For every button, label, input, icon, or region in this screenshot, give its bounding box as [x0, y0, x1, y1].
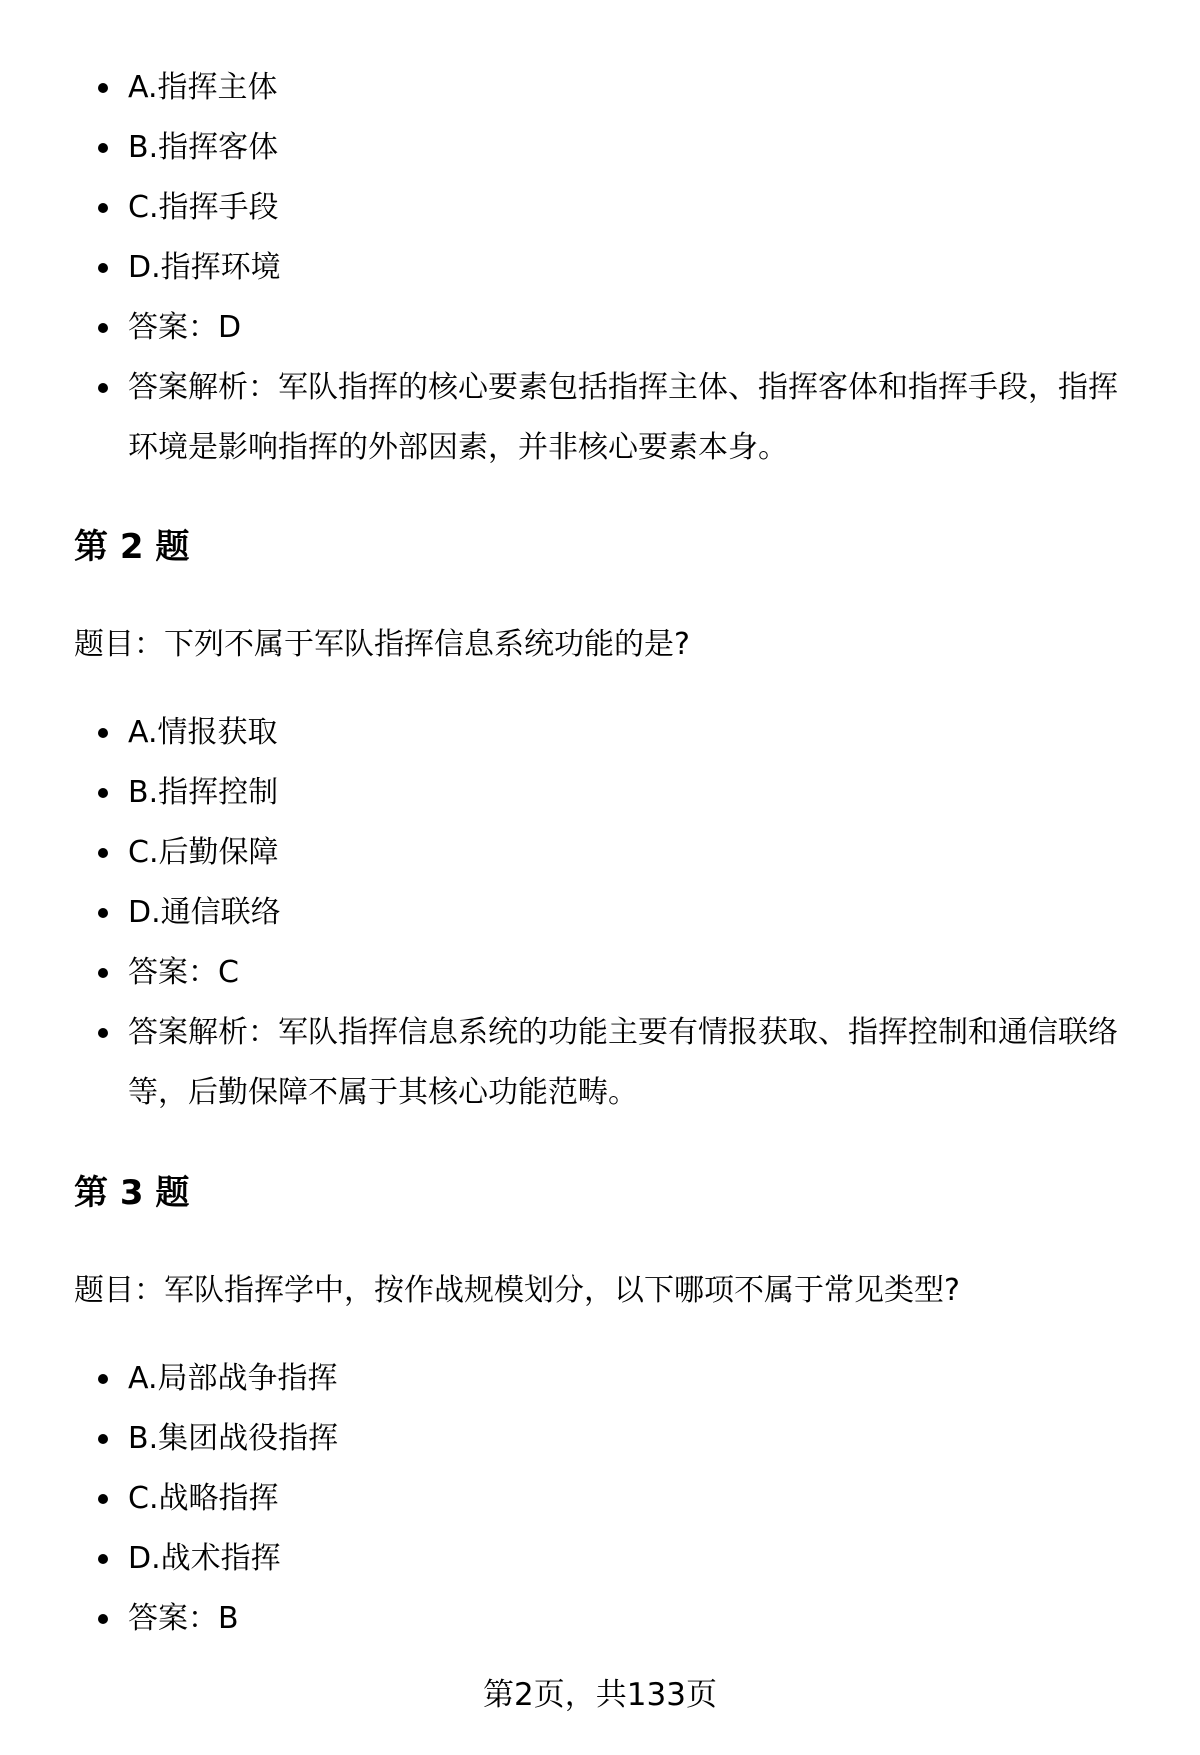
list-item	[0, 1589, 1200, 1649]
list-item	[0, 1529, 1200, 1589]
q3-question: 题目：军队指挥学中，按作战规模划分，以下哪项不属于常见类型?	[74, 1273, 960, 1308]
q1-option-b: B.指挥客体	[128, 130, 279, 165]
list-item	[0, 238, 1200, 298]
q2-option-a: A.情报获取	[128, 715, 278, 750]
bullet-icon	[98, 383, 108, 393]
q2-answer: 答案：C	[128, 955, 239, 990]
list-item	[0, 883, 1200, 943]
q1-option-list	[0, 58, 1200, 478]
q2-question: 题目：下列不属于军队指挥信息系统功能的是?	[74, 627, 690, 662]
list-item	[0, 823, 1200, 883]
list-item	[0, 1349, 1200, 1409]
bullet-icon	[98, 1614, 108, 1624]
q1-option-c: C.指挥手段	[128, 190, 279, 225]
bullet-icon	[98, 263, 108, 273]
q3-option-list	[0, 1349, 1200, 1649]
list-item	[0, 1409, 1200, 1469]
q2-option-c: C.后勤保障	[128, 835, 279, 870]
bullet-icon	[98, 1554, 108, 1564]
q3-option-d: D.战术指挥	[128, 1541, 281, 1576]
list-item	[0, 298, 1200, 358]
bullet-icon	[98, 1434, 108, 1444]
q2-option-list	[0, 703, 1200, 1123]
q2-option-d: D.通信联络	[128, 895, 281, 930]
bullet-icon	[98, 908, 108, 918]
list-item	[0, 763, 1200, 823]
q3-option-a: A.局部战争指挥	[128, 1361, 338, 1396]
bullet-icon	[98, 83, 108, 93]
q2-option-b: B.指挥控制	[128, 775, 279, 810]
bullet-icon	[98, 848, 108, 858]
bullet-icon	[98, 788, 108, 798]
q1-answer: 答案：D	[128, 310, 242, 345]
bullet-icon	[98, 728, 108, 738]
bullet-icon	[98, 323, 108, 333]
q3-option-c: C.战略指挥	[128, 1481, 279, 1516]
bullet-icon	[98, 968, 108, 978]
list-item	[0, 118, 1200, 178]
bullet-icon	[98, 1494, 108, 1504]
list-item	[0, 178, 1200, 238]
q1-analysis: 答案解析：军队指挥的核心要素包括指挥主体、指挥客体和指挥手段，指挥环境是影响指挥的外部因素，并非核心要素本身。	[128, 370, 1118, 465]
list-item	[0, 703, 1200, 763]
q2-analysis: 答案解析：军队指挥信息系统的功能主要有情报获取、指挥控制和通信联络等，后勤保障不属于其核心功能范畴。	[128, 1015, 1118, 1110]
q3-heading: 第 3 题	[74, 1173, 190, 1213]
q3-answer: 答案：B	[128, 1601, 239, 1636]
bullet-icon	[98, 203, 108, 213]
q1-option-d: D.指挥环境	[128, 250, 281, 285]
list-item	[0, 1003, 1200, 1123]
list-item	[0, 58, 1200, 118]
bullet-icon	[98, 1028, 108, 1038]
list-item	[0, 1469, 1200, 1529]
bullet-icon	[98, 143, 108, 153]
list-item	[0, 943, 1200, 1003]
q3-option-b: B.集团战役指挥	[128, 1421, 339, 1456]
list-item	[0, 358, 1200, 478]
bullet-icon	[98, 1374, 108, 1384]
page-indicator: 第2页，共133页	[483, 1677, 717, 1713]
q2-heading: 第 2 题	[74, 527, 190, 567]
q1-option-a: A.指挥主体	[128, 70, 278, 105]
